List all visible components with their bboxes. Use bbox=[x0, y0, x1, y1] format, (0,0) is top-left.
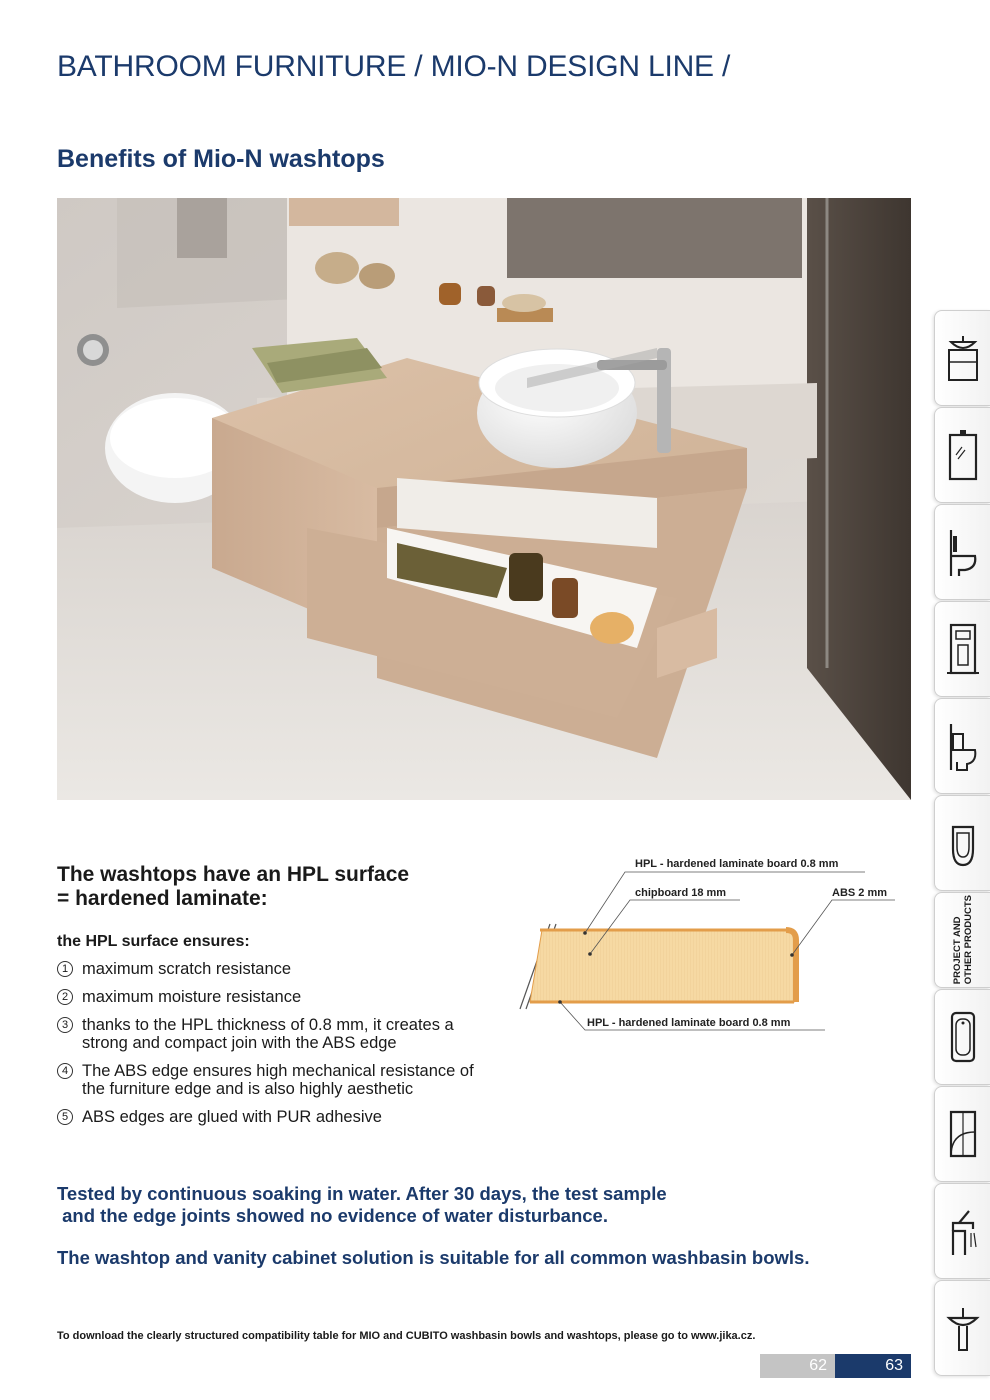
tab-label-line-2: OTHER PRODUCTS bbox=[962, 895, 974, 985]
label-abs: ABS 2 mm bbox=[832, 887, 888, 899]
urinal-icon bbox=[945, 813, 981, 873]
tab-pedestal-washbasins[interactable] bbox=[934, 1280, 990, 1376]
tab-label-line-1: PROJECT AND bbox=[951, 916, 963, 985]
leader-abs bbox=[792, 900, 895, 955]
list-item bbox=[57, 1016, 497, 1052]
installation-frame-icon bbox=[945, 619, 981, 679]
wall-hung-toilet-icon bbox=[945, 522, 981, 582]
subtitle-line-2: = hardened laminate: bbox=[57, 887, 268, 910]
faucet-icon bbox=[945, 1201, 981, 1261]
benefit-text: ABS edges are glued with PUR adhesive bbox=[82, 1108, 382, 1126]
pedestal-washbasin-icon bbox=[945, 1298, 981, 1358]
number-badge: 1 bbox=[57, 961, 73, 977]
category-tabs bbox=[934, 310, 990, 1377]
compatibility-statement: The washtop and vanity cabinet solution is suitable for all common washbasin bowls. bbox=[57, 1247, 810, 1268]
tab-mirror-cabinets[interactable] bbox=[934, 407, 990, 503]
tab-washbasin-cabinets[interactable] bbox=[934, 310, 990, 406]
benefit-list bbox=[57, 960, 497, 1136]
chipboard-core bbox=[530, 930, 794, 1002]
section-title: Benefits of Mio-N washtops bbox=[57, 145, 385, 173]
label-hpl-top: HPL - hardened laminate board 0.8 mm bbox=[635, 858, 839, 870]
mirror-cabinet-icon bbox=[945, 425, 981, 485]
tab-project-and-other-products[interactable] bbox=[934, 892, 990, 988]
ensures-label: the HPL surface ensures: bbox=[57, 933, 250, 950]
tab-installation-systems[interactable] bbox=[934, 601, 990, 697]
washtop-cross-section-diagram bbox=[510, 852, 910, 1037]
label-hpl-bottom: HPL - hardened laminate board 0.8 mm bbox=[587, 1017, 791, 1029]
label-chipboard: chipboard 18 mm bbox=[635, 887, 727, 899]
washbasin-cabinet-icon bbox=[945, 328, 981, 388]
page-number-left: 62 bbox=[760, 1354, 835, 1378]
benefit-text: maximum moisture resistance bbox=[82, 988, 302, 1006]
hpl-surface-subtitle bbox=[57, 863, 497, 911]
leader-hpl-top bbox=[585, 872, 865, 933]
list-item bbox=[57, 1062, 497, 1098]
subtitle-line-1: The washtops have an HPL surface bbox=[57, 863, 410, 886]
tab-label bbox=[952, 895, 974, 984]
number-badge: 5 bbox=[57, 1109, 73, 1125]
close-coupled-toilet-icon bbox=[945, 716, 981, 776]
page-numbers bbox=[760, 1354, 911, 1378]
tab-close-coupled-toilets[interactable] bbox=[934, 698, 990, 794]
benefit-text: The ABS edge ensures high mechanical resistance of the furniture edge and is also highly aesthetic bbox=[82, 1062, 474, 1098]
list-item bbox=[57, 1108, 497, 1126]
benefit-text: thanks to the HPL thickness of 0.8 mm, it creates a strong and compact join with the ABS edge bbox=[82, 1016, 454, 1052]
tab-faucets[interactable] bbox=[934, 1183, 990, 1279]
page-number-right: 63 bbox=[835, 1354, 911, 1378]
number-badge: 2 bbox=[57, 989, 73, 1005]
benefit-text: maximum scratch resistance bbox=[82, 960, 292, 978]
shower-enclosure-icon bbox=[945, 1104, 981, 1164]
tab-bathtubs[interactable] bbox=[934, 989, 990, 1085]
number-badge: 3 bbox=[57, 1017, 73, 1033]
list-item bbox=[57, 988, 497, 1006]
tab-shower-enclosures[interactable] bbox=[934, 1086, 990, 1182]
number-badge: 4 bbox=[57, 1063, 73, 1079]
tab-wall-hung-toilets[interactable] bbox=[934, 504, 990, 600]
bathroom-photo bbox=[57, 198, 911, 800]
list-item bbox=[57, 960, 497, 978]
bathtub-icon bbox=[945, 1007, 981, 1067]
tab-urinals[interactable] bbox=[934, 795, 990, 891]
download-note: To download the clearly structured compatibility table for MIO and CUBITO washbasin bowls and washtops, please go to www.jika.cz. bbox=[57, 1330, 756, 1342]
page-header-title: BATHROOM FURNITURE / MIO-N DESIGN LINE / bbox=[57, 50, 731, 83]
soak-test-statement: Tested by continuous soaking in water. After 30 days, the test sample and the edge joints showed no evidence of water disturbance. bbox=[57, 1183, 667, 1226]
